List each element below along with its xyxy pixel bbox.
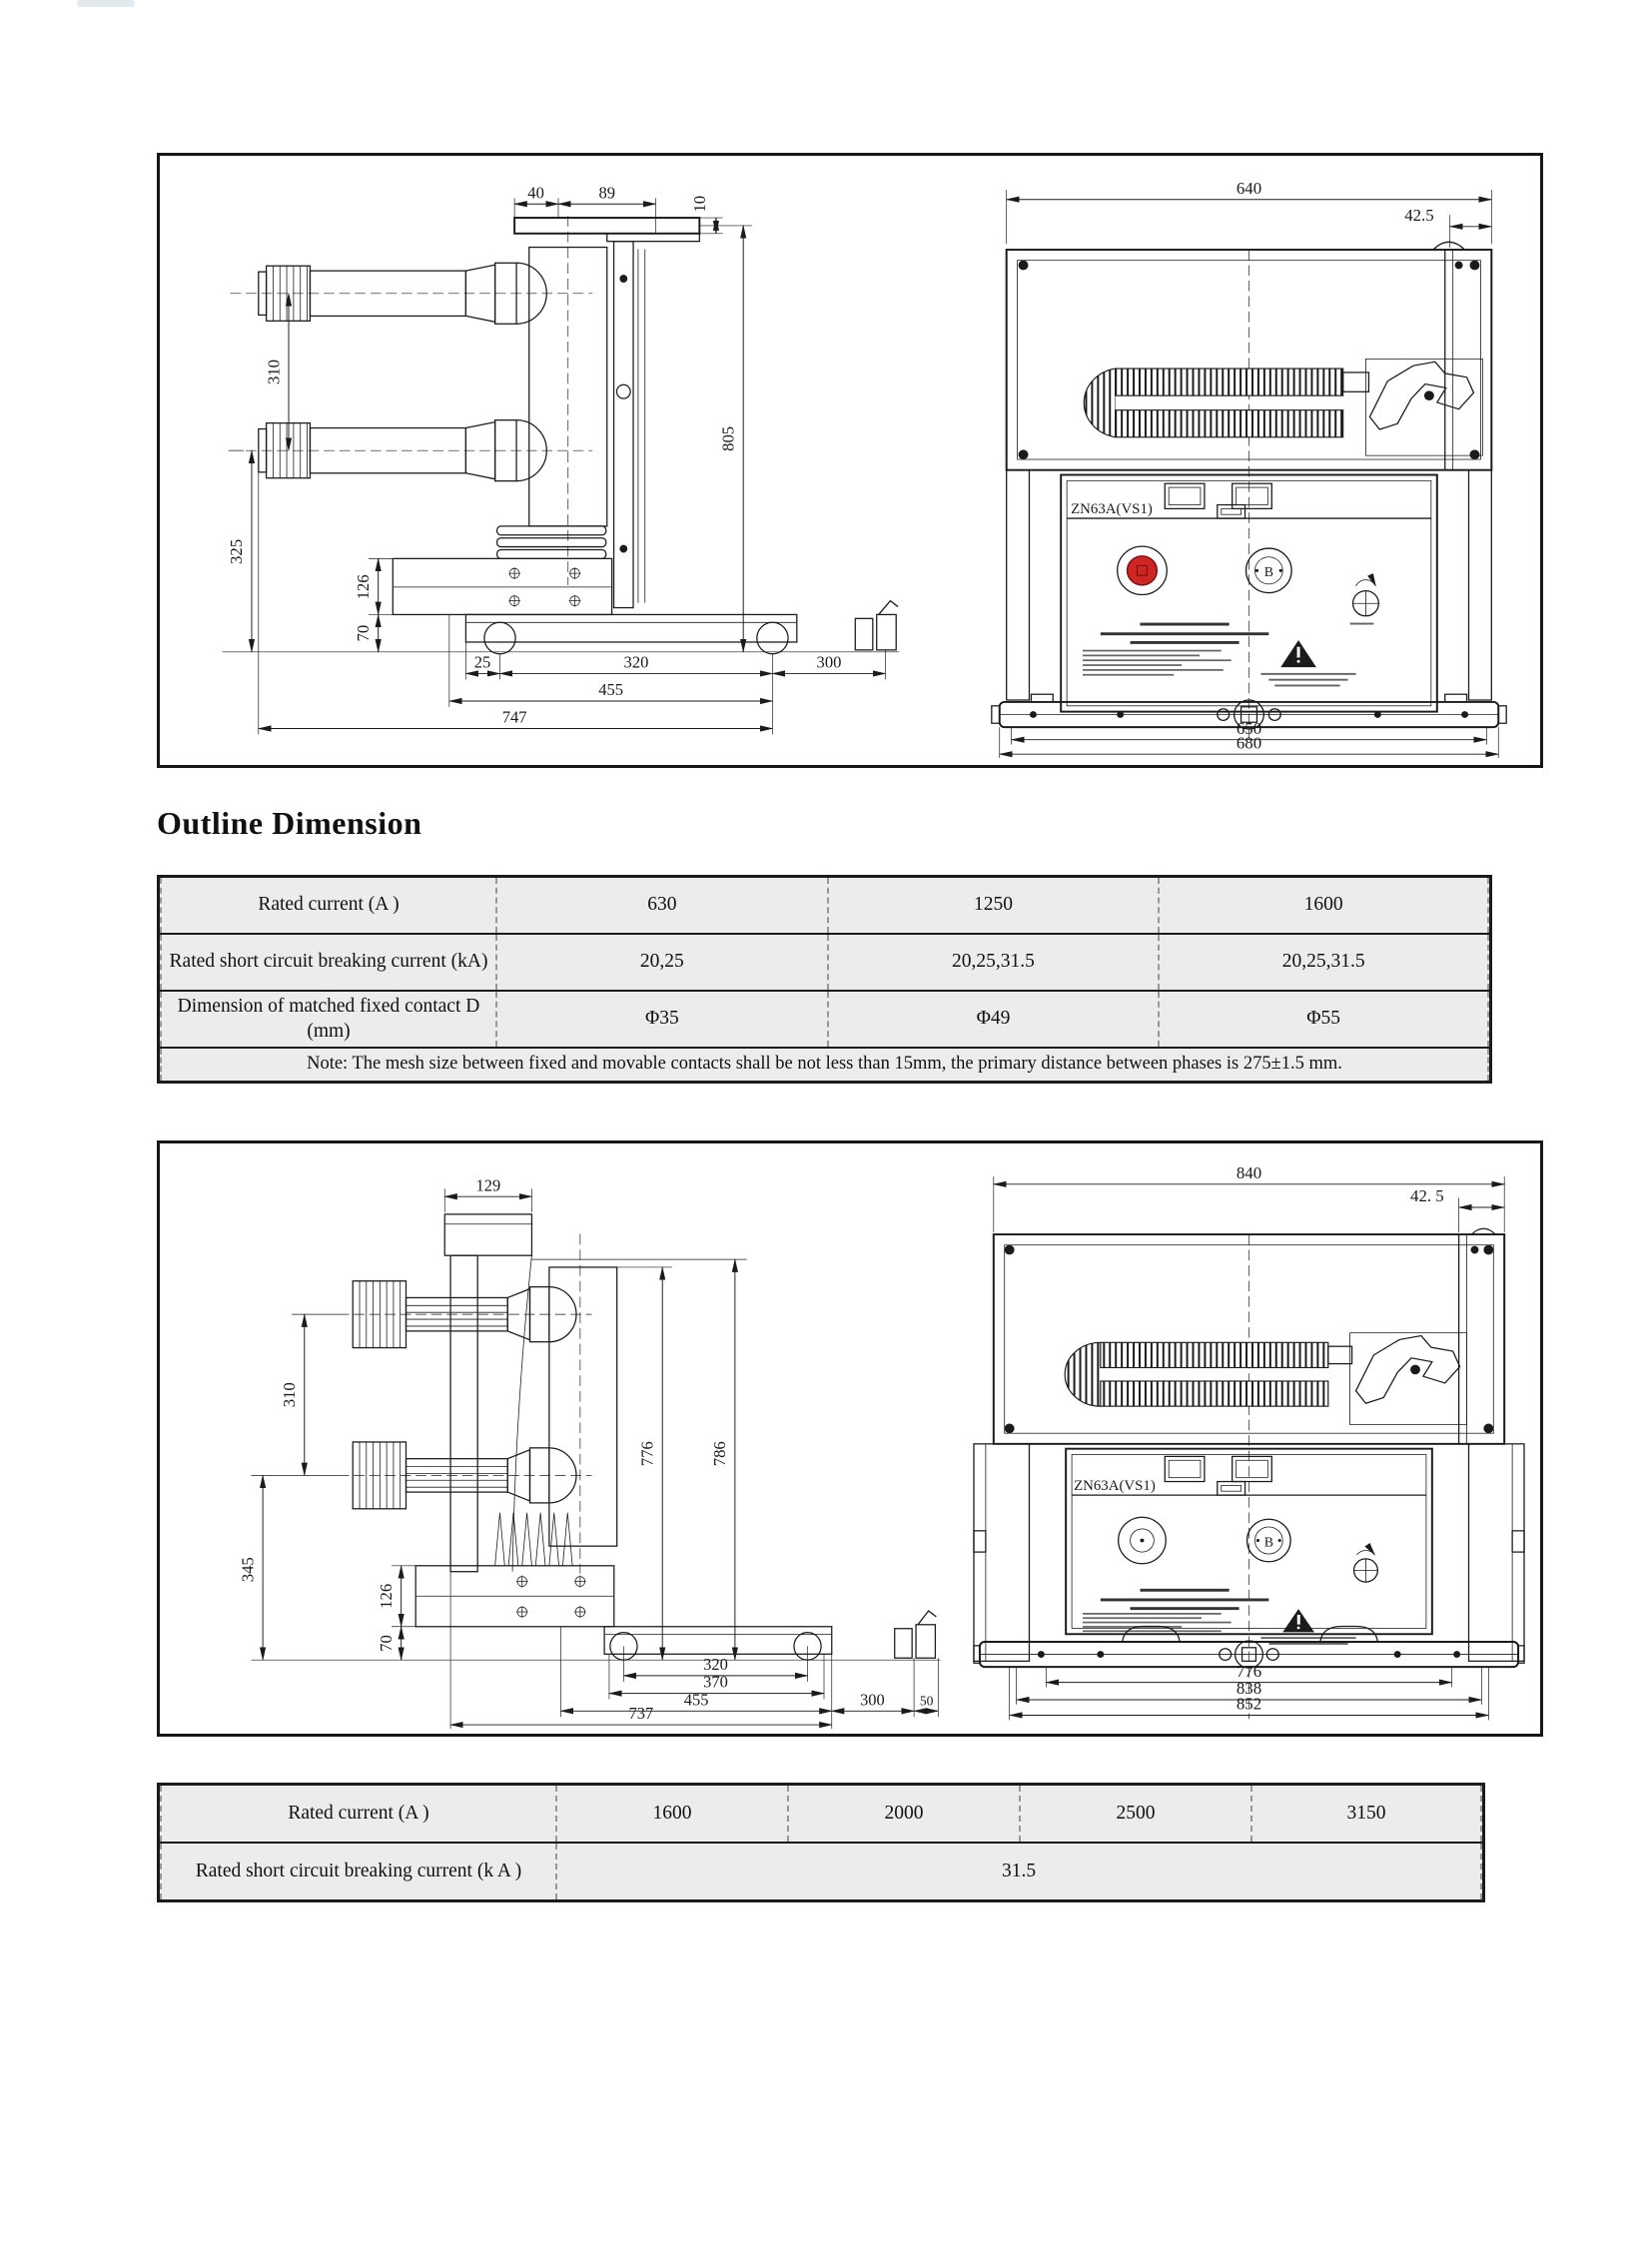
cell: 1600 — [1158, 878, 1489, 933]
dim-label: 650 — [1236, 719, 1262, 738]
dim-label: 70 — [377, 1634, 396, 1652]
close-button-glyph: B — [1263, 1533, 1273, 1549]
nameplate — [1083, 1613, 1232, 1632]
panel-model-label: ZN63A(VS1) — [1074, 1477, 1156, 1494]
dim-label: 370 — [703, 1672, 728, 1692]
dim-label: 40 — [527, 183, 544, 203]
dim-label: 455 — [598, 680, 624, 700]
table-note: Note: The mesh size between fixed and movable contacts shall be not less than 15mm, the primary distance between phases is 275±1.5 mm. — [160, 1049, 1489, 1081]
dim-label: 776 — [1236, 1661, 1262, 1681]
cell-merged: 31.5 — [555, 1844, 1482, 1899]
close-button — [1247, 1519, 1291, 1562]
dim-label: 300 — [816, 652, 842, 672]
dim-label: 805 — [718, 425, 738, 451]
row-label: Rated short circuit breaking current (k A ) — [160, 1844, 555, 1899]
cell: 20,25,31.5 — [827, 935, 1159, 990]
open-button — [1118, 546, 1168, 594]
dim-label: 737 — [628, 1703, 654, 1723]
dim-label: 345 — [238, 1556, 258, 1582]
table-row — [160, 878, 1489, 933]
cell: 2500 — [1019, 1786, 1250, 1842]
cell: 2000 — [787, 1786, 1019, 1842]
dim-label: 325 — [227, 538, 247, 565]
open-button — [1119, 1517, 1167, 1563]
panel-model-label: ZN63A(VS1) — [1071, 501, 1153, 518]
close-button — [1246, 548, 1292, 593]
page-title: Outline Dimension — [157, 805, 422, 841]
dim-label: 840 — [1236, 1162, 1262, 1182]
dim-label: 320 — [623, 652, 649, 672]
dim-label: 300 — [860, 1689, 885, 1709]
row-label-line2: (mm) — [307, 1020, 351, 1042]
drawing-frame-2 — [157, 1140, 1543, 1737]
dim-label: 126 — [377, 1583, 396, 1609]
dim-label: 320 — [703, 1654, 728, 1674]
warning-triangle-icon — [1260, 640, 1355, 686]
cell: 630 — [495, 878, 827, 933]
front-view-2-dimensions-bottom — [1010, 1661, 1489, 1719]
dim-label: 310 — [280, 1381, 300, 1407]
cell: 20,25,31.5 — [1158, 935, 1489, 990]
side-view-2-dimensions — [239, 1175, 939, 1729]
breaker-front-geometry — [992, 242, 1506, 740]
cell: 20,25 — [495, 935, 827, 990]
front-view-1-dimensions-top — [1007, 179, 1492, 248]
table-row — [160, 1842, 1482, 1899]
dim-label: 126 — [354, 574, 373, 600]
dim-label: 42. 5 — [1410, 1185, 1444, 1205]
cell: 3150 — [1250, 1786, 1482, 1842]
cell: 1250 — [827, 878, 1159, 933]
dim-label: 786 — [710, 1440, 730, 1466]
dim-label: 680 — [1236, 733, 1262, 753]
dim-label: 852 — [1236, 1694, 1262, 1714]
side-view-drawing-2 — [174, 1149, 948, 1729]
dim-label: 10 — [690, 195, 710, 213]
front-view-2-dimensions-top — [994, 1163, 1504, 1232]
breaker2-side-geometry — [252, 1213, 941, 1659]
front-view-1-dimensions-bottom — [1000, 719, 1499, 758]
row-label: Rated current (A ) — [160, 878, 495, 933]
dim-label: 50 — [919, 1692, 934, 1708]
dim-label: 70 — [354, 624, 373, 642]
dim-label: 129 — [475, 1174, 501, 1194]
table-note-row — [160, 1047, 1489, 1081]
cell: Φ35 — [495, 992, 827, 1047]
cell: Φ55 — [1158, 992, 1489, 1047]
front-view-drawing-2 — [972, 1149, 1526, 1729]
breaker-side-geometry — [223, 216, 899, 654]
dim-label: 747 — [501, 707, 527, 727]
dim-label: 25 — [473, 652, 491, 672]
cell: 1600 — [555, 1786, 787, 1842]
cell: Φ49 — [827, 992, 1159, 1047]
breaker2-front-geometry — [974, 1228, 1524, 1719]
dim-label: 455 — [683, 1689, 709, 1709]
nameplate — [1083, 650, 1232, 676]
outline-dimension-table — [157, 875, 1492, 1084]
racking-handle — [1356, 1335, 1460, 1403]
row-label — [160, 992, 495, 1047]
drawing-frame-1 — [157, 153, 1543, 768]
dim-label: 42.5 — [1404, 206, 1434, 225]
close-button-glyph: B — [1263, 564, 1273, 580]
table-row — [160, 990, 1489, 1047]
dim-label: 640 — [1236, 179, 1262, 198]
dim-label: 776 — [637, 1440, 657, 1466]
dim-label: 838 — [1236, 1678, 1262, 1698]
dim-label: 89 — [598, 183, 616, 203]
row-label-line1: Dimension of matched fixed contact D — [177, 996, 480, 1018]
rating-table-2 — [157, 1783, 1485, 1902]
side-view-drawing-1 — [174, 161, 943, 760]
charging-indicator — [1350, 580, 1379, 625]
charging-indicator — [1354, 1550, 1378, 1582]
scan-artifact — [77, 0, 135, 7]
front-view-drawing-1 — [972, 161, 1526, 760]
row-label: Rated short circuit breaking current (kA) — [160, 935, 495, 990]
racking-handle — [1369, 362, 1473, 429]
table-row — [160, 933, 1489, 990]
dim-label: 310 — [264, 359, 284, 385]
table-row — [160, 1786, 1482, 1842]
row-label: Rated current (A ) — [160, 1786, 555, 1842]
